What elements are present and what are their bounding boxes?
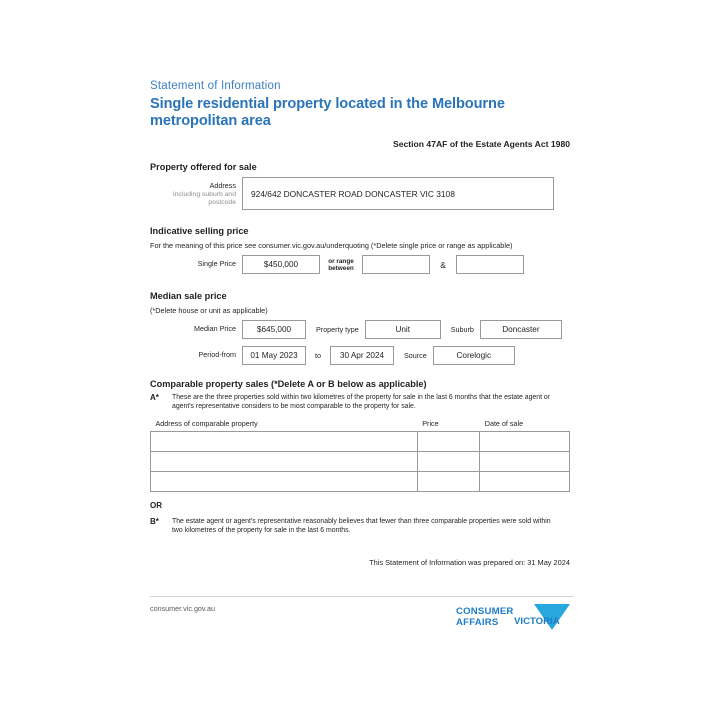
section-reference: Section 47AF of the Estate Agents Act 1980 [392,139,570,149]
consumer-affairs-victoria-logo [456,604,574,632]
address-field[interactable] [242,177,554,210]
suburb-field[interactable] [480,320,562,339]
footer-url[interactable]: consumer.vic.gov.au [150,604,215,613]
column-header-address: Address of comparable property [155,418,258,428]
suburb-label: Suburb [450,325,474,334]
table-header-row [151,418,570,432]
suburb-value: Doncaster [502,325,540,334]
document-footer [150,596,574,632]
cell-date[interactable] [480,431,570,451]
period-to-field[interactable] [330,346,394,365]
to-label: to [315,351,321,360]
property-offered-heading: Property offered for sale [150,162,257,172]
period-from-value: 01 May 2023 [250,351,298,360]
logo-line2: AFFAIRS [456,616,499,628]
option-a-mark: A* [150,393,159,402]
cell-address[interactable] [151,451,418,471]
cell-date[interactable] [480,471,570,491]
cell-address[interactable] [151,431,418,451]
address-sublabel: Including suburb and postcode [172,191,236,207]
logo-line1: CONSUMER [456,606,514,617]
or-range-line1: or range [328,257,354,265]
indicative-price-row [150,255,570,274]
table-row [151,471,570,491]
indicative-price-heading: Indicative selling price [150,226,249,236]
cell-price[interactable] [417,471,480,491]
logo-victoria: VICTORIA [514,616,560,627]
logo-text [456,607,514,627]
address-row [150,177,570,210]
table-row [151,431,570,451]
comparable-sales-table [150,418,570,492]
property-type-value: Unit [395,325,411,334]
period-row [150,346,570,365]
range-from-field[interactable] [362,255,430,274]
cell-date[interactable] [480,451,570,471]
option-a-text: These are the three properties sold within two kilometres of the property for sale in the last 6 months that the estate agent or agent's representative considers to be most comparable to the property for sale. [172,394,551,411]
ampersand-label: & [440,259,446,270]
address-label-group [150,177,242,207]
period-from-field[interactable] [242,346,306,365]
source-value: Corelogic [456,351,492,360]
property-type-field[interactable] [365,320,441,339]
column-header-price: Price [422,418,439,428]
address-label: Address [209,181,236,190]
median-price-field[interactable] [242,320,306,339]
period-to-value: 30 Apr 2024 [339,351,385,360]
option-b-mark: B* [150,516,159,526]
single-price-field[interactable] [242,255,320,274]
period-from-label: Period-from [198,350,236,360]
cell-price[interactable] [417,451,480,471]
range-to-field[interactable] [456,255,524,274]
median-price-row [150,320,570,339]
document-sheet [112,28,608,692]
document-content [150,80,570,567]
single-price-value: $450,000 [263,260,299,269]
median-price-value: $645,000 [256,325,292,334]
column-header-date: Date of sale [484,418,524,428]
median-price-note: (*Delete house or unit as applicable) [150,306,268,315]
or-range-label [320,258,362,272]
indicative-price-note: For the meaning of this price see consumer.vic.gov.au/underquoting (*Delete single price or range as applicable) [150,241,513,250]
option-a-row [150,393,570,412]
page-title: Single residential property located in the Melbourne metropolitan area [150,96,505,129]
cell-price[interactable] [417,431,480,451]
table-row [151,451,570,471]
or-range-line2: between [328,264,354,272]
source-field[interactable] [433,346,515,365]
statement-of-information-label: Statement of Information [150,80,281,92]
prepared-date-text: This Statement of Information was prepared on: 31 May 2024 [369,557,570,567]
option-b-row [150,517,570,536]
median-price-heading: Median sale price [150,291,227,301]
source-label: Source [404,351,427,360]
cell-address[interactable] [151,471,418,491]
property-type-label: Property type [316,325,359,334]
option-b-text: The estate agent or agent's representative reasonably believes that fewer than three comparable properties were sold within two kilometres of the property for sale in the last 6 months. [172,517,551,535]
median-price-label: Median Price [194,324,236,334]
or-divider-text: OR [150,500,162,510]
address-value: 924/642 DONCASTER ROAD DONCASTER VIC 3108 [251,188,455,199]
comparable-sales-heading: Comparable property sales (*Delete A or B below as applicable) [150,379,427,389]
single-price-label: Single Price [197,259,236,269]
